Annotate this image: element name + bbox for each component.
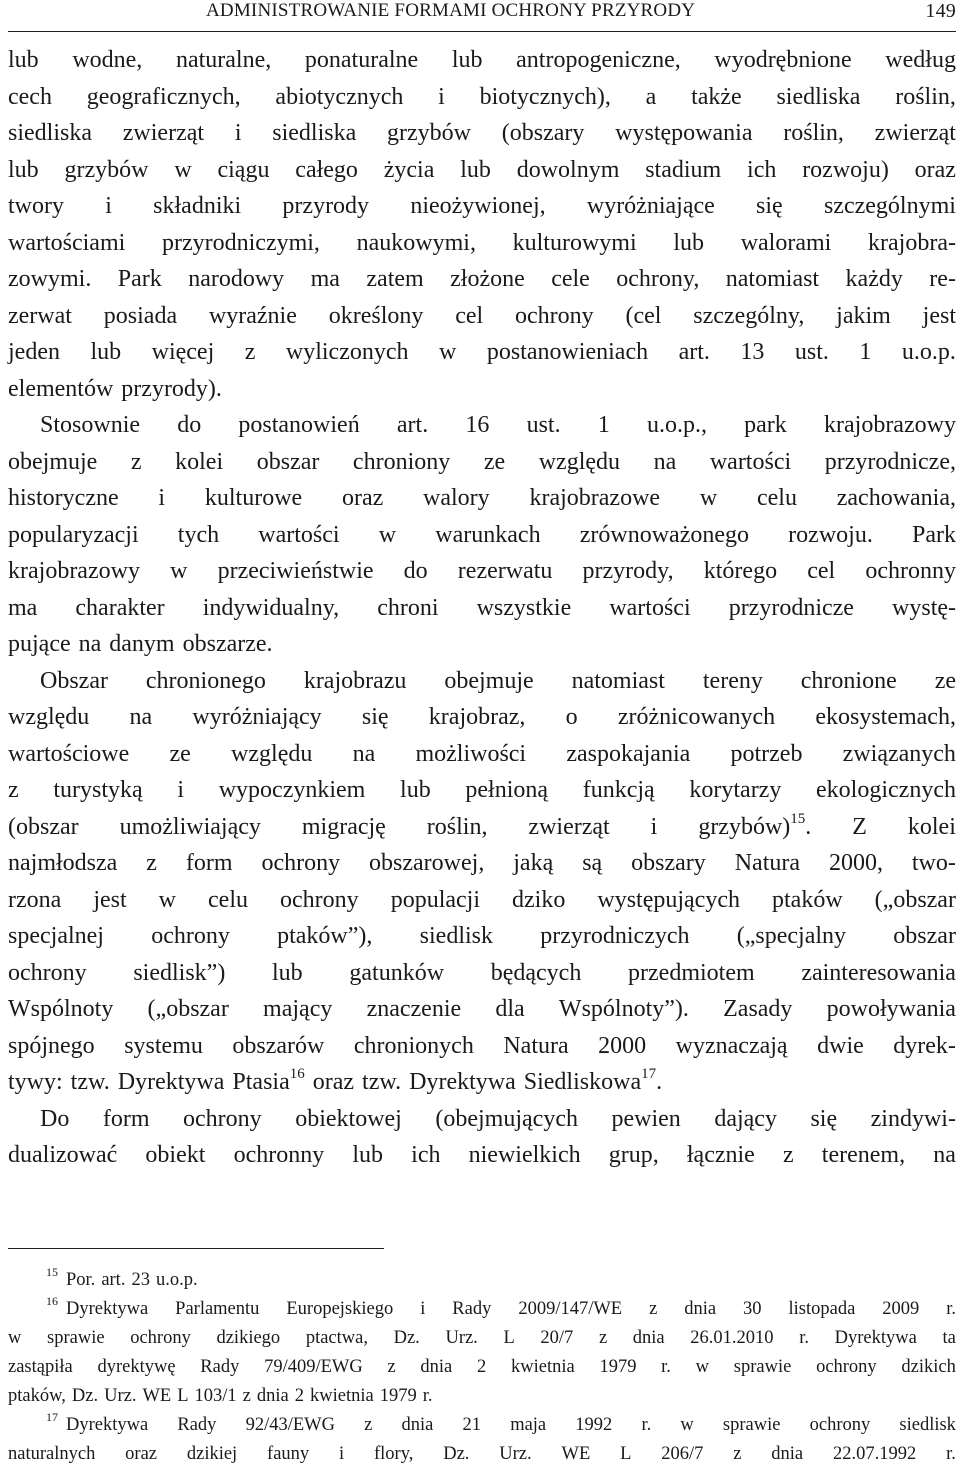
footnote-marker: 17: [46, 1409, 58, 1424]
body-line: siedliska zwierząt i siedliska grzybów (obszary występowania roślin, zwierząt: [8, 120, 956, 146]
footnote-reference: 15: [790, 810, 806, 827]
body-line: rzona jest w celu ochrony populacji dziko występujących ptaków („obszar: [8, 886, 956, 913]
footnote-line: zastąpiła dyrektywę Rady 79/409/EWG z dnia 2 kwietnia 1979 r. w sprawie ochrony dzikich: [8, 1357, 956, 1377]
footnote-line: ptaków, Dz. Urz. WE L 103/1 z dnia 2 kwietnia 1979 r.: [8, 1386, 433, 1406]
footnote-marker: 15: [46, 1264, 58, 1279]
body-line: dualizować obiekt ochronny lub ich niewielkich grup, łącznie z terenem, na: [8, 1142, 956, 1168]
body-line: wartościami przyrodniczymi, naukowymi, kulturowymi lub walorami krajobra-: [8, 229, 956, 256]
body-line: tywy: tzw. Dyrektywa Ptasia$^{16}$ oraz tzw. Dyrektywa Siedliskowa$^{17}$.: [8, 1066, 663, 1095]
body-line: względu na wyróżniający się krajobraz, o zróżnicowanych ekosystemach,: [8, 704, 956, 730]
footnotes: [8, 1266, 956, 1469]
body-line: jeden lub więcej z wyliczonych w postanowieniach art. 13 ust. 1 u.o.p.: [8, 339, 956, 365]
body-line: zerwat posiada wyraźnie określony cel ochrony (cel szczególny, jakim jest: [8, 302, 956, 329]
footnote-reference: 17: [641, 1066, 657, 1082]
body-text: [8, 42, 956, 1174]
body-line: spójnego systemu obszarów chronionych Natura 2000 wyznaczają dwie dyrek-: [8, 1032, 956, 1059]
body-line: zowymi. Park narodowy ma zatem złożone cele ochrony, natomiast każdy re-: [8, 266, 956, 292]
body-line: specjalnej ochrony ptaków”), siedlisk przyrodniczych („specjalny obszar: [8, 923, 956, 949]
body-line: ochrony siedlisk”) lub gatunków będących przedmiotem zainteresowania: [8, 959, 956, 986]
body-line: ma charakter indywidualny, chroni wszystkie wartości przyrodnicze wystę-: [8, 594, 956, 621]
body-line: cech geograficznych, abiotycznych i biotycznych), a także siedliska roślin,: [8, 83, 956, 110]
footnote-reference: 16: [289, 1066, 305, 1082]
body-line: historyczne i kulturowe oraz walory krajobrazowe w celu zachowania,: [8, 485, 956, 511]
footnote-line: w sprawie ochrony dzikiego ptactwa, Dz. Urz. L 20/7 z dnia 26.01.2010 r. Dyrektywa ta: [8, 1328, 956, 1348]
body-line: Obszar chronionego krajobrazu obejmuje natomiast tereny chronione ze: [40, 667, 956, 694]
footnote-marker: 16: [46, 1293, 58, 1308]
body-line: obejmuje z kolei obszar chroniony ze względu na wartości przyrodnicze,: [8, 448, 956, 475]
body-line: Do form ochrony obiektowej (obejmujących pewien dający się zindywi-: [40, 1105, 956, 1132]
body-line: wartościowe ze względu na możliwości zaspokajania potrzeb związanych: [8, 740, 956, 767]
body-line: popularyzacji tych wartości w warunkach zrównoważonego rozwoju. Park: [8, 521, 956, 548]
body-line: lub grzybów w ciągu całego życia lub dowolnym stadium ich rozwoju) oraz: [8, 156, 956, 183]
body-line: najmłodsza z form ochrony obszarowej, jaką są obszary Natura 2000, two-: [8, 850, 956, 876]
body-line: lub wodne, naturalne, ponaturalne lub antropogeniczne, wyodrębnione według: [8, 47, 956, 73]
header-rule: [8, 31, 956, 32]
body-line: (obszar umożliwiający migrację roślin, zwierząt i grzybów)$^{15}$. Z kolei: [8, 810, 956, 840]
body-line: pujące na danym obszarze.: [8, 631, 273, 657]
running-header: [206, 0, 956, 26]
footnote-line: $^{17}$ Dyrektywa Rady 92/43/EWG z dnia 21 maja 1992 r. w sprawie ochrony siedlisk: [46, 1409, 956, 1435]
footnote-line: naturalnych oraz dzikiej fauny i flory, Dz. Urz. WE L 206/7 z dnia 22.07.1992 r.: [8, 1444, 956, 1464]
body-line: Stosownie do postanowień art. 16 ust. 1 u.o.p., park krajobrazowy: [40, 412, 956, 438]
body-line: elementów przyrody).: [8, 375, 222, 402]
body-line: z turystyką i wypoczynkiem lub pełnioną funkcją korytarzy ekologicznych: [8, 777, 956, 803]
body-line: Wspólnoty („obszar mający znaczenie dla Wspólnoty”). Zasady powoływania: [8, 996, 956, 1022]
body-line: krajobrazowy w przeciwieństwie do rezerwatu przyrody, którego cel ochronny: [8, 558, 956, 584]
running-title: ADMINISTROWANIE FORMAMI OCHRONY PRZYRODY: [206, 0, 696, 21]
footnote-separator: [8, 1248, 384, 1249]
body-line: twory i składniki przyrody nieożywionej, wyróżniające się szczególnymi: [8, 193, 956, 219]
footnote-line: $^{16}$ Dyrektywa Parlamentu Europejskiego i Rady 2009/147/WE z dnia 30 listopada 2009 r.: [46, 1293, 956, 1319]
footnote-line: $^{15}$ Por. art. 23 u.o.p.: [46, 1264, 198, 1290]
page-number: 149: [925, 0, 956, 22]
